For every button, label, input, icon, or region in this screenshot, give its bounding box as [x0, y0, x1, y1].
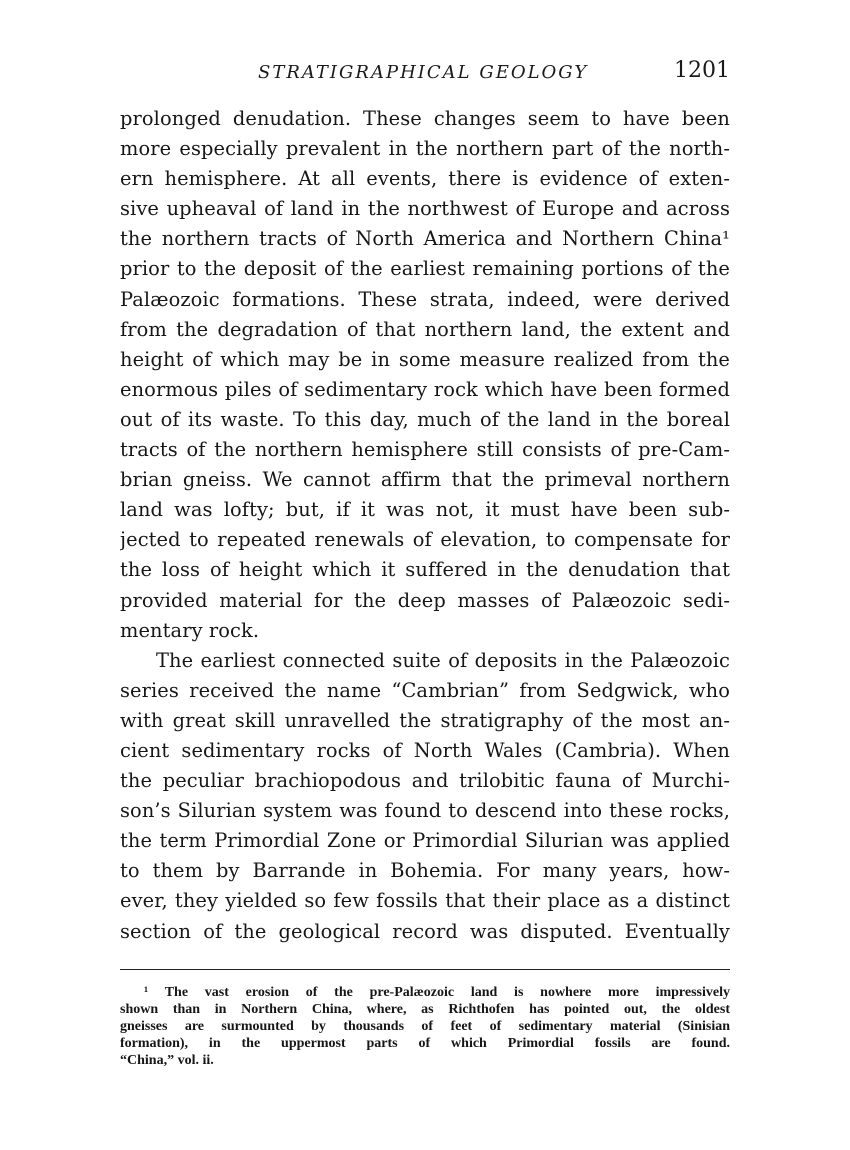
text-line: out of its waste. To this day, much of the land in the boreal: [120, 407, 730, 431]
text-line: son’s Silurian system was found to descend into these rocks,: [120, 799, 730, 823]
text-line: the loss of height which it suffered in the denudation that: [120, 558, 730, 582]
text-line: the northern tracts of North America and Northern China¹: [120, 227, 730, 251]
text-line: brian gneiss. We cannot affirm that the primeval northern: [120, 468, 730, 492]
text-line: mentary rock.: [120, 618, 260, 642]
page-number: 1201: [674, 58, 730, 83]
running-title: STRATIGRAPHICAL GEOLOGY: [258, 62, 589, 83]
text-line: jected to repeated renewals of elevation, to compensate for: [120, 528, 730, 552]
text-line: sive upheaval of land in the northwest of Europe and across: [120, 197, 730, 221]
text-line: to them by Barrande in Bohemia. For many years, how-: [120, 859, 730, 883]
text-line: section of the geological record was disputed. Eventually: [120, 919, 730, 943]
book-page: [120, 58, 730, 1070]
text-line: tracts of the northern hemisphere still consists of pre-Cam-: [120, 438, 730, 462]
text-line: prolonged denudation. These changes seem to have been: [120, 107, 730, 130]
running-head: [120, 58, 730, 92]
text-line: enormous piles of sedimentary rock which have been formed: [120, 377, 730, 401]
text-line: series received the name “Cambrian” from Sedgwick, who: [120, 678, 730, 702]
text-line: the term Primordial Zone or Primordial Silurian was applied: [120, 829, 730, 853]
text-line: the peculiar brachiopodous and trilobitic fauna of Murchi-: [120, 769, 730, 793]
footnote-line: gneisses are surmounted by thousands of feet of sedimentary material (Sinisian: [120, 1019, 730, 1034]
footnote: [120, 984, 730, 1070]
body-text: [120, 104, 730, 947]
footnote-divider: [120, 969, 730, 970]
text-line: from the degradation of that northern land, the extent and: [120, 317, 730, 341]
text-line: The earliest connected suite of deposits in the Palæozoic: [156, 648, 730, 672]
text-line: ever, they yielded so few fossils that their place as a distinct: [120, 889, 730, 913]
text-line: land was lofty; but, if it was not, it must have been sub-: [120, 498, 730, 522]
footnote-line: “China,” vol. ii.: [120, 1053, 214, 1069]
footnote-line: shown than in Northern China, where, as Richthofen has pointed out, the oldest: [120, 1001, 730, 1017]
text-line: with great skill unravelled the stratigraphy of the most an-: [120, 708, 730, 732]
text-line: height of which may be in some measure realized from the: [120, 347, 730, 371]
text-line: ern hemisphere. At all events, there is evidence of exten-: [120, 167, 730, 191]
text-line: Palæozoic formations. These strata, indeed, were derived: [120, 287, 730, 311]
text-line: provided material for the deep masses of Palæozoic sedi-: [120, 588, 730, 612]
text-line: cient sedimentary rocks of North Wales (Cambria). When: [120, 738, 730, 762]
footnote-line: formation), in the uppermost parts of which Primordial fossils are found.: [120, 1036, 730, 1052]
text-line: more especially prevalent in the northern part of the north-: [120, 137, 730, 161]
text-line: prior to the deposit of the earliest remaining portions of the: [120, 257, 730, 281]
footnote-line: ¹ The vast erosion of the pre-Palæozoic land is nowhere more impressively: [144, 984, 730, 1000]
